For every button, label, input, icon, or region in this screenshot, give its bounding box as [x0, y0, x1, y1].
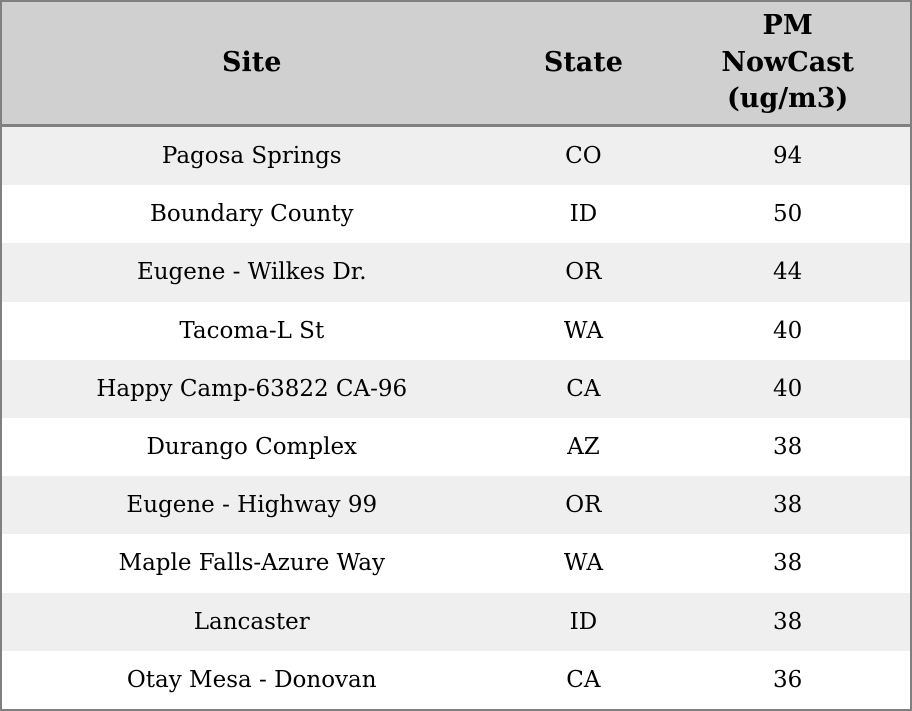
table-row [1, 418, 911, 476]
table-row [1, 651, 911, 710]
table-row [1, 302, 911, 360]
table-header [1, 1, 911, 126]
pm-value-cell: 38 [665, 476, 911, 534]
state-cell: WA [502, 302, 666, 360]
pm-value-cell: 40 [665, 302, 911, 360]
column-header-site [1, 1, 502, 126]
column-header-state-label: State [543, 46, 623, 78]
column-header-pm-nowcast-label: PM NowCast (ug/m3) [721, 10, 854, 115]
state-cell: ID [502, 593, 666, 651]
pm-value-cell: 40 [665, 360, 911, 418]
state-cell: ID [502, 185, 666, 243]
table-body [1, 126, 911, 711]
state-cell: WA [502, 534, 666, 592]
state-cell: OR [502, 476, 666, 534]
pm-value-cell: 50 [665, 185, 911, 243]
pm-value-cell: 36 [665, 651, 911, 710]
site-cell: Durango Complex [1, 418, 502, 476]
site-cell: Pagosa Springs [1, 126, 502, 186]
table-row [1, 476, 911, 534]
site-cell: Otay Mesa - Donovan [1, 651, 502, 710]
table-row [1, 185, 911, 243]
state-cell: CA [502, 651, 666, 710]
site-cell: Tacoma-L St [1, 302, 502, 360]
pm-value-cell: 38 [665, 593, 911, 651]
state-cell: AZ [502, 418, 666, 476]
column-header-pm-nowcast [665, 1, 911, 126]
table-row [1, 360, 911, 418]
site-cell: Boundary County [1, 185, 502, 243]
site-cell: Eugene - Highway 99 [1, 476, 502, 534]
table-row [1, 126, 911, 186]
site-cell: Happy Camp-63822 CA-96 [1, 360, 502, 418]
site-cell: Maple Falls-Azure Way [1, 534, 502, 592]
table-row [1, 534, 911, 592]
table-row [1, 593, 911, 651]
pm-value-cell: 44 [665, 243, 911, 301]
header-row [1, 1, 911, 126]
state-cell: CO [502, 126, 666, 186]
column-header-state [502, 1, 666, 126]
table-row [1, 243, 911, 301]
pm-value-cell: 94 [665, 126, 911, 186]
state-cell: OR [502, 243, 666, 301]
site-cell: Lancaster [1, 593, 502, 651]
site-cell: Eugene - Wilkes Dr. [1, 243, 502, 301]
column-header-site-label: Site [222, 46, 282, 78]
state-cell: CA [502, 360, 666, 418]
pm-value-cell: 38 [665, 534, 911, 592]
pm-value-cell: 38 [665, 418, 911, 476]
